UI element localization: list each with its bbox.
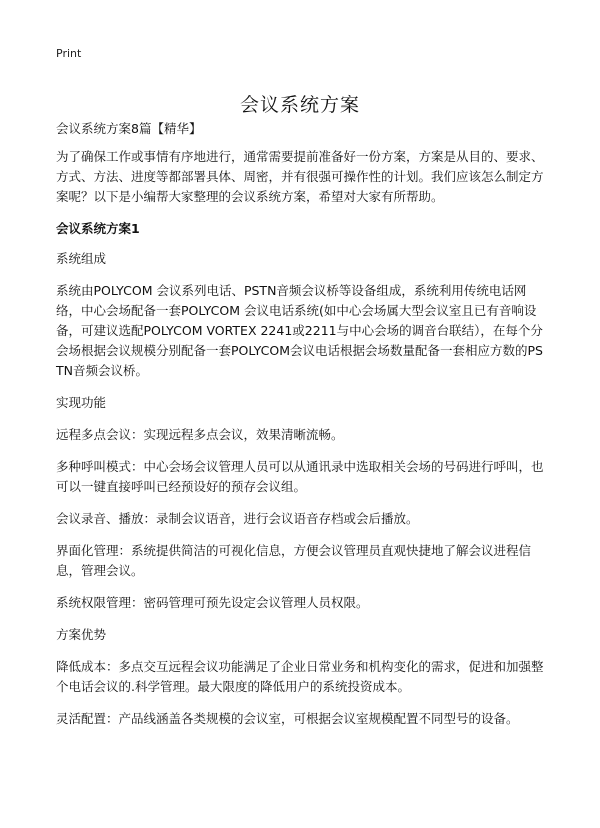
composition-paragraph: 系统由POLYCOM 会议系列电话、PSTN音频会议桥等设备组成，系统利用传统电话网络，中心会场配备一套POLYCOM 会议电话系统(如中心会场属大型会议室且已有音响设备，可建议选配POLYCOM VORTEX 2241或2211与中心会场的调音台联结），在每个分会场根据会议规模分别配备一套POLYCOM会议电话根据会场数量配备一套相应方数的PSTN音频会议桥。 xyxy=(56,283,543,378)
print-link[interactable]: Print xyxy=(56,47,82,60)
section-heading-1: 会议系统方案1 xyxy=(56,221,140,236)
advantage-flexibility: 灵活配置：产品线涵盖各类规模的会议室，可根据会议室规模配置不同型号的设备。 xyxy=(56,711,519,726)
page-title: 会议系统方案 xyxy=(239,93,360,116)
function-permissions: 系统权限管理：密码管理可预先设定会议管理人员权限。 xyxy=(56,595,369,610)
function-call-modes: 多种呼叫模式：中心会场会议管理人员可以从通讯录中选取相关会场的号码进行呼叫，也可以一键直接呼叫已经预设好的预存会议组。 xyxy=(56,459,544,494)
function-recording: 会议录音、播放：录制会议语音，进行会议语音存档或会后播放。 xyxy=(56,511,419,526)
section-label-composition: 系统组成 xyxy=(56,251,107,266)
section-label-functions: 实现功能 xyxy=(56,395,107,410)
section-label-advantages: 方案优势 xyxy=(56,627,107,642)
function-remote-meeting: 远程多点会议：实现远程多点会议，效果清晰流畅。 xyxy=(56,427,344,442)
function-ui-management: 界面化管理：系统提供简洁的可视化信息，方便会议管理员直观快捷地了解会议进程信息，管理会议。 xyxy=(56,543,532,578)
document-body xyxy=(56,119,548,741)
intro-paragraph: 为了确保工作或事情有序地进行，通常需要提前准备好一份方案，方案是从目的、要求、方式、方法、进度等都部署具体、周密，并有很强可操作性的计划。我们应该怎么制定方案呢？以下是小编帮大家整理的会议系统方案，希望对大家有所帮助。 xyxy=(56,149,544,204)
advantage-cost: 降低成本：多点交互远程会议功能满足了企业日常业务和机构变化的需求，促进和加强整个电话会议的.科学管理。最大限度的降低用户的系统投资成本。 xyxy=(56,659,544,694)
document-subtitle: 会议系统方案8篇【精华】 xyxy=(56,121,202,136)
